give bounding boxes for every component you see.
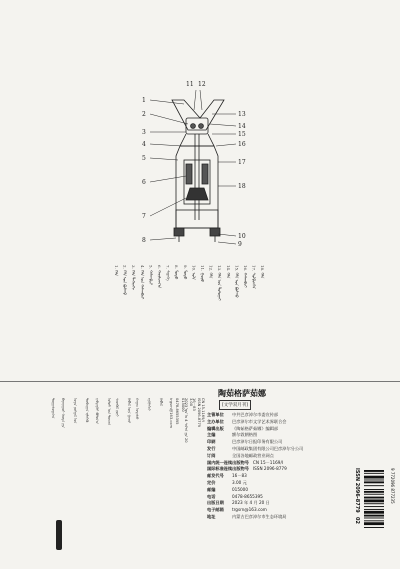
- callout: 1: [142, 97, 146, 104]
- mongolian-column: ᠪᠠᠶᠠᠨᠨᠠᠭᠤᠷ ᠬᠣᠲᠠ ᠶᠢᠨ: [61, 398, 65, 428]
- colophon-label: 发行: [207, 445, 216, 451]
- bridge: [186, 188, 208, 200]
- colophon-value: 《陶茹格萨茹娜》编辑部: [232, 425, 279, 431]
- barcode-bar: [364, 491, 384, 493]
- barcode-bar: [364, 485, 384, 486]
- colophon-row: [207, 439, 367, 446]
- colophon-label: 地址: [207, 513, 216, 519]
- callouts-top: [186, 81, 206, 88]
- colophon-row: [207, 419, 367, 426]
- colophon-label: 邮编: [207, 486, 216, 492]
- leader-lines-left: [150, 100, 188, 240]
- barcode-bar: [364, 497, 384, 499]
- leader-lines-top: [194, 90, 202, 110]
- callout: 14: [238, 123, 246, 130]
- colophon-row: [207, 514, 367, 521]
- mongolian-column: ᠲᠣᠪᠴᠢᠶᠠᠨ ᠢᠯᠡᠭᠡᠬᠦ: [85, 398, 89, 423]
- colophon-value: 巴彦淖尔市文学艺术界联合会: [232, 418, 287, 424]
- colophon-row: [207, 412, 367, 419]
- colophon-label: 出版日期: [207, 500, 224, 506]
- callout: 5: [142, 155, 146, 162]
- colophon-value: 全国各地邮政营业网点: [232, 452, 274, 458]
- callout: 17: [238, 159, 246, 166]
- barcode-bar: [364, 515, 384, 517]
- callout: 4: [142, 141, 146, 148]
- colophon-row: [207, 500, 367, 507]
- mongolian-column: ᠬᠡᠪᠯᠡᠯ: [159, 398, 163, 406]
- latin-column: 16－83: [192, 398, 196, 411]
- barcode-bar: [364, 480, 384, 481]
- colophon-label: 主编: [207, 432, 216, 438]
- latin-column: trgsrn@163.com: [169, 398, 173, 428]
- callout: 8: [142, 237, 146, 244]
- latin-column: 0478-8655395: [175, 398, 179, 425]
- colophon-value: 中共巴彦淖尔市委宣传部: [232, 412, 279, 417]
- mongolian-column: ᠲᠣᠷᠭᠠᠰᠣᠷᠢᠨ᠎ᠠ: [51, 398, 55, 419]
- barcode-bar: [364, 499, 384, 502]
- callouts-right: [238, 111, 246, 248]
- top-wings: [172, 100, 224, 130]
- colophon-label: 定价: [207, 479, 216, 485]
- colophon-label: 电子邮箱: [207, 507, 224, 513]
- colophon-value: 额尔敦朝格图: [232, 432, 258, 438]
- colophon-row: [207, 473, 367, 480]
- callout: 13: [238, 111, 246, 118]
- barcode-bar: [364, 509, 384, 510]
- mongolian-column: ᠨᠡᠪᠲᠡᠷᠬᠡᠢ ᠪᠣᠯᠤᠨ᠎ᠠ: [95, 398, 99, 424]
- caption-line: 17. ᠰᠤᠯᠪᠢᠭ᠎ᠠ: [251, 265, 257, 289]
- mongolian-column: ᠡᠷᠬᠢᠯᠡᠭᠴᠢ: [147, 398, 151, 411]
- barcode-digits: [387, 468, 395, 550]
- caption-line: 1. ᠬᠡᠯᠡ: [114, 265, 119, 276]
- caption-line: 8. ᠮᠣᠳᠣ: [174, 265, 180, 280]
- colophon-value: 巴彦淖尔日报印务有限公司: [232, 439, 283, 445]
- caption-line: 9. ᠮᠣᠳᠣ: [182, 265, 188, 280]
- colophon-label: 国际标准连续出版物号: [207, 466, 249, 472]
- barcode-bar: [364, 470, 384, 472]
- colophon-label: 电话: [207, 493, 216, 499]
- colophon-row: [207, 507, 367, 514]
- callout: 6: [142, 179, 146, 186]
- barcode-bar: [364, 494, 384, 495]
- callout: 16: [238, 141, 246, 148]
- barcode-bar: [364, 489, 384, 490]
- section-divider: [0, 381, 400, 382]
- colophon-label: 主办单位: [207, 418, 224, 424]
- colophon-row: [207, 466, 367, 473]
- colophon-value: 0478-8655395: [232, 493, 263, 499]
- barcode-bar: [364, 527, 384, 528]
- colophon-row: [207, 487, 367, 494]
- callout: 7: [142, 213, 146, 220]
- mongolian-column: ᠬᠠᠶᠢᠭ ᠤᠲᠠᠰᠤ: [135, 398, 139, 420]
- callout: 12: [198, 81, 206, 88]
- device-outline: [172, 100, 224, 242]
- right-foot: [210, 228, 220, 236]
- colophon-row: [207, 432, 367, 439]
- latin-column: 015000: [181, 398, 185, 412]
- mongolian-column: ᠰᠡᠳᠬᠦᠯ ᠵᠦᠢ: [115, 398, 119, 417]
- colophon-label: 国内统一连续出版物号: [207, 459, 249, 465]
- barcode-digits-text: 9 772096 877235: [390, 468, 395, 504]
- colophon-value: 2023 年 4 月 20 日: [232, 500, 270, 506]
- caption-line: 3. ᠬᠡᠯᠡ ᠳᠡᠭᠡᠷᠡᠬᠢ: [131, 265, 137, 291]
- callout: 9: [238, 241, 242, 248]
- callout: 2: [142, 111, 146, 118]
- callout: 3: [142, 129, 146, 136]
- barcode-issn-text: ISSN 2096-8779: [354, 468, 360, 513]
- barcode-bar: [364, 476, 384, 479]
- caption-line: 13. ᠬᠡᠯᠡ ᠤᠨ ᠲᠣᠯᠤᠭᠠᠢ: [217, 265, 223, 301]
- barcode-issn: [352, 468, 360, 550]
- magazine-title: 陶茹格萨茹娜: [218, 388, 266, 398]
- caption-line: 7. ᠰᠢᠷᠡᠭᠡ: [165, 265, 171, 281]
- colophon-value: 015000: [232, 486, 248, 492]
- callout: 18: [238, 183, 246, 190]
- colophon-row: [207, 453, 367, 460]
- colophon-value: 内蒙古巴彦淖尔市生态环境局: [232, 513, 287, 519]
- latin-column: ISSN 2096-8779: [197, 398, 201, 428]
- colophon-row: [207, 480, 367, 487]
- colophon-list: [207, 412, 367, 521]
- callout: 15: [238, 131, 246, 138]
- left-foot: [174, 228, 184, 236]
- callout: 10: [238, 233, 246, 240]
- colophon-value: 中国邮政集团有限公司巴彦淖尔分公司: [232, 445, 304, 451]
- caption-line: 6. ᠬᠠᠷᠢᠯᠴᠠᠭ᠎ᠠ: [157, 265, 162, 289]
- barcode-bar: [364, 506, 384, 507]
- barcode-bar: [364, 518, 384, 519]
- caption-line: 2. ᠬᠡᠯᠡ ᠤᠨ ᠪᠤᠰᠬᠤ: [122, 265, 128, 296]
- neck: [180, 134, 214, 146]
- mongolian-column: ᠤᠷᠠᠨ ᠵᠣᠬᠢᠶᠠᠯ ᠤᠨ: [73, 398, 77, 424]
- leader-lines-right: [210, 114, 236, 244]
- barcode-bar: [364, 503, 384, 504]
- diagram-caption: [114, 265, 274, 305]
- callouts-left: [142, 97, 146, 244]
- barcode-bar: [364, 520, 384, 521]
- caption-line: 16. ᠬᠠᠯᠬᠠᠪᠴᠢ: [243, 265, 248, 288]
- lower-body: [176, 210, 218, 228]
- colophon-label: 订阅: [207, 452, 216, 458]
- signature-mark: [56, 520, 62, 550]
- barcode-bar: [364, 473, 384, 474]
- colophon-label: 印刷: [207, 439, 216, 445]
- latin-column: CN 15-1169/I: [201, 398, 205, 422]
- body-frame: [176, 146, 218, 228]
- colophon-value: trgsrn@163.com: [232, 507, 267, 513]
- callout: 11: [186, 81, 194, 88]
- colophon-value: CN 15－1169/I: [252, 459, 284, 465]
- colophon-value: ISSN 2096-8779: [252, 466, 287, 472]
- tuning-head: [186, 118, 208, 134]
- caption-line: 4. ᠬᠡᠯᠡ ᠤᠨ ᠬᠠᠯᠬᠠᠪᠴᠢ: [139, 265, 145, 300]
- caption-line: 12. ᠬᠡᠯᠡ: [208, 265, 214, 279]
- colophon-label: 邮发代号: [207, 473, 224, 479]
- caption-line: 10. ᠣᠯᠠ: [191, 265, 197, 280]
- colophon-value: 16－83: [232, 473, 247, 479]
- barcode: [362, 468, 386, 550]
- caption-line: 15. ᠬᠡᠯᠡ ᠤᠨ ᠪᠤᠰᠬᠤ: [234, 265, 240, 298]
- barcode-issue: 02: [354, 517, 360, 525]
- magazine-subtitle: [文学双月刊]: [219, 400, 251, 410]
- colophon-row: [207, 426, 367, 433]
- device-diagram: [0, 60, 400, 260]
- caption-line: 11. ᠭᠤᠶᠤ: [200, 265, 205, 283]
- colophon-value: 3.00 元: [232, 479, 247, 485]
- mongolian-column: ᠬᠡᠪᠯᠡᠯ ᠦᠨ ᠭᠠᠵᠠᠷ: [127, 398, 131, 424]
- caption-line: 5. ᠬᠠᠯᠬᠠᠪᠴᠢ: [148, 265, 154, 286]
- mongolian-column: ᠤᠯᠤᠰ ᠤᠨ ᠲᠣᠭ᠎ᠠ: [107, 398, 111, 426]
- barcode-bar: [364, 481, 384, 483]
- caption-line: 14. ᠬᠡᠯᠡ: [225, 265, 231, 279]
- colophon-row: [207, 494, 367, 501]
- latin-column: 2023 ᠣᠨ ᠤ 4 ᠰᠠᠷ᠎ᠠ ᠶᠢᠨ 20: [184, 398, 188, 443]
- barcode-bar: [364, 522, 384, 525]
- caption-line: 18. ᠬᠡᠯᠡ: [260, 265, 266, 279]
- latin-column: 3.00: [189, 398, 193, 407]
- colophon-row: [207, 446, 367, 453]
- colophon-label: 编辑出版: [207, 425, 224, 431]
- barcode-bar: [364, 511, 384, 514]
- colophon-label: 主管单位: [207, 412, 224, 417]
